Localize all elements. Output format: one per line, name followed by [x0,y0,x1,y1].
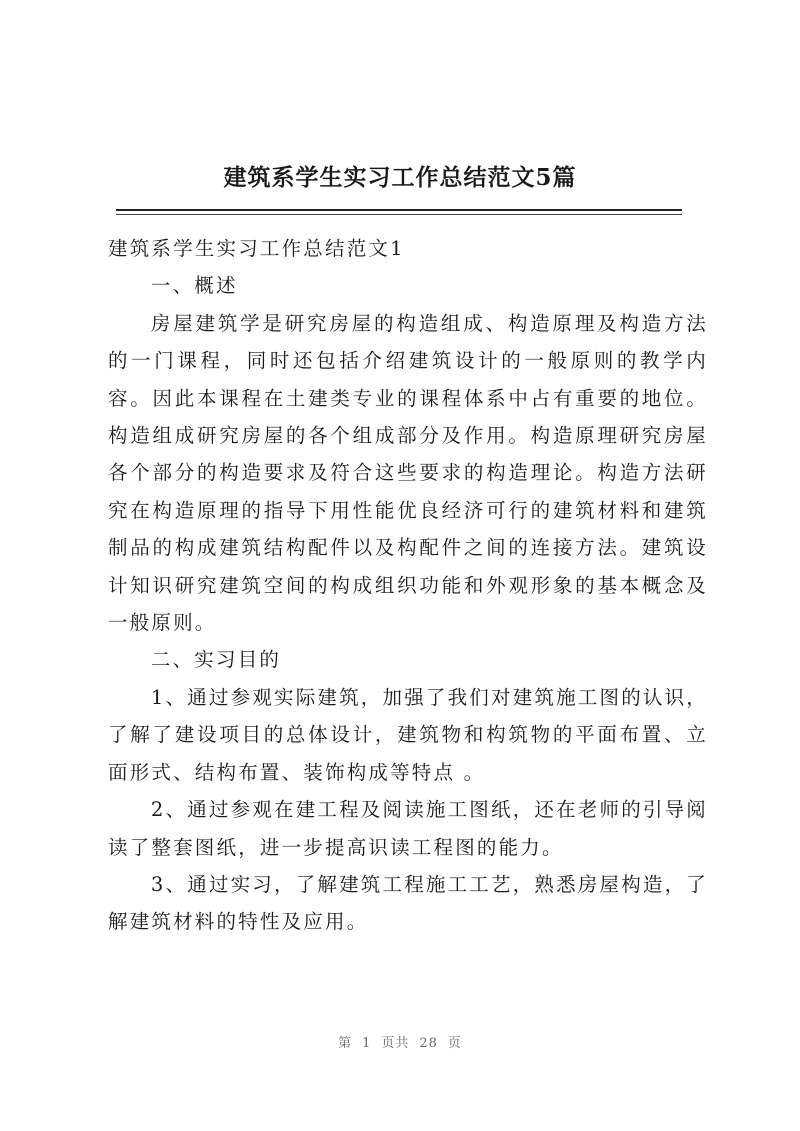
paragraph-purpose-item-2: 2、通过参观在建工程及阅读施工图纸，还在老师的引导阅读了整套图纸，进一步提高识读工程图的能力。 [108,798,708,859]
document-body [108,230,708,941]
document-title: 建筑系学生实习工作总结范文5篇 [223,164,577,191]
paragraph-purpose-item-1: 1、通过参观实际建筑，加强了我们对建筑施工图的认识，了解了建设项目的总体设计，建筑物和构筑物的平面布置、立面形式、结构布置、装饰构成等特点 。 [108,685,708,784]
footer-page-middle: 页共 [381,1036,410,1051]
paragraph-overview-heading: 一、概述 [150,274,238,298]
footer-page-number: 1 [362,1036,372,1051]
footer-page-total: 28 [419,1036,438,1051]
paragraph-purpose-item-3: 3、通过实习，了解建筑工程施工工艺，熟悉房屋构造，了解建筑材料的特性及应用。 [108,872,708,934]
title-divider [116,209,682,211]
section-heading: 建筑系学生实习工作总结范文1 [108,237,405,260]
paragraph-purpose-heading: 二、实习目的 [150,648,282,672]
paragraph-overview-body: 房屋建筑学是研究房屋的构造组成、构造原理及构造方法的一门课程，同时还包括介绍建筑设计的一般原则的教学内容。因此本课程在土建类专业的课程体系中占有重要的地位。构造组成研究房屋的各个组成部分及作用。构造原理研究房屋各个部分的构造要求及符合这些要求的构造理论。构造方法研究在构造原理的指导下用性能优良经济可行的建筑材料和建筑制品的构成建筑结构配件以及构配件之间的连接方法。建筑设计知识研究建筑空间的构成组织功能和外观形象的基本概念及一般原则。 [108,311,708,635]
page-footer [0,1032,800,1051]
footer-page-suffix: 页 [447,1036,462,1051]
title-divider-thin [116,214,682,215]
footer-page-prefix: 第 [338,1036,353,1051]
